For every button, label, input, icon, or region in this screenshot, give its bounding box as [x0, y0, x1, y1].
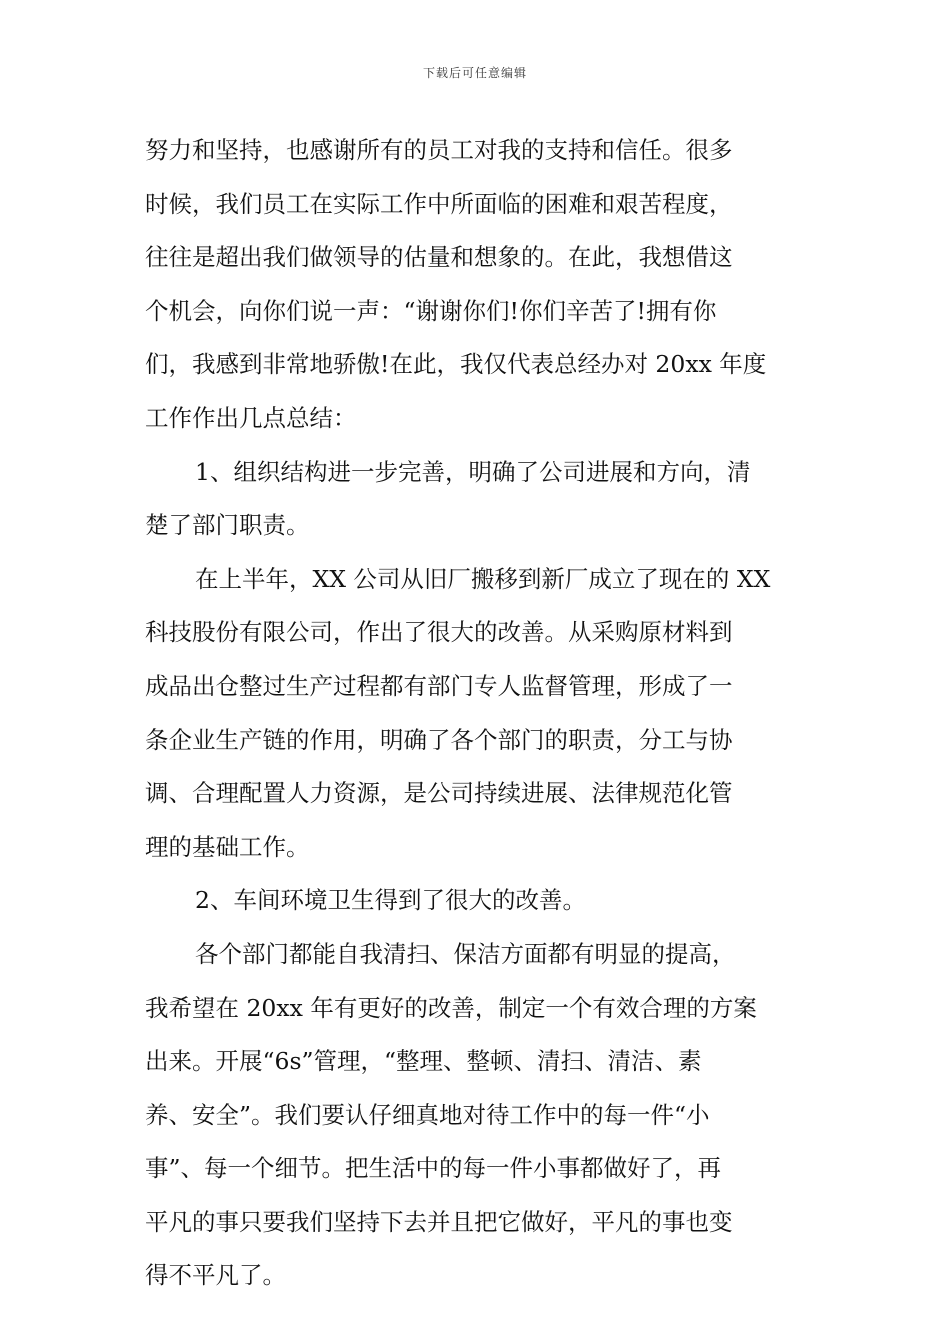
page-header: 下载后可任意编辑	[422, 66, 527, 80]
section-heading-2: 2、车间环境卫生得到了很大的改善。	[195, 886, 586, 915]
text-line: 科技股份有限公司，作出了很大的改善。从采购原材料到	[145, 618, 733, 647]
text-line: 我希望在 20xx 年有更好的改善，制定一个有效合理的方案	[145, 993, 757, 1022]
text-line: 个机会，向你们说一声：“谢谢你们!你们辛苦了!拥有你	[145, 296, 717, 325]
text-line: 往往是超出我们做领导的估量和想象的。在此，我想借这	[145, 243, 733, 272]
text-line: 条企业生产链的作用，明确了各个部门的职责，分工与协	[145, 725, 733, 754]
text-line: 努力和坚持，也感谢所有的员工对我的支持和信任。很多	[145, 136, 733, 164]
paragraph-start: 在上半年，XX 公司从旧厂搬移到新厂成立了现在的 XX	[195, 564, 771, 593]
text-line: 得不平凡了。	[145, 1261, 286, 1290]
text-line: 出来。开展“6s”管理，“整理、整顿、清扫、清洁、素	[145, 1047, 702, 1076]
text-line: 们，我感到非常地骄傲!在此，我仅代表总经办对 20xx 年度	[145, 350, 767, 379]
section-heading-1: 1、组织结构进一步完善，明确了公司进展和方向，清	[195, 457, 751, 486]
text-line: 平凡的事只要我们坚持下去并且把它做好，平凡的事也变	[145, 1207, 733, 1236]
text-line: 工作作出几点总结：	[145, 403, 357, 432]
text-line: 楚了部门职责。	[145, 511, 310, 540]
document-body	[145, 124, 815, 1303]
text-line: 养、安全”。我们要认仔细真地对待工作中的每一件“小	[145, 1100, 710, 1129]
text-line: 时候，我们员工在实际工作中所面临的困难和艰苦程度，	[145, 189, 733, 218]
text-line: 成品出仓整过生产过程都有部门专人监督管理，形成了一	[145, 671, 733, 700]
text-line: 事”、每一个细节。把生活中的每一件小事都做好了，再	[145, 1154, 722, 1183]
text-line: 理的基础工作。	[145, 832, 310, 861]
paragraph-start: 各个部门都能自我清扫、保洁方面都有明显的提高，	[195, 939, 736, 968]
text-line: 调、合理配置人力资源，是公司持续进展、法律规范化管	[145, 779, 733, 808]
